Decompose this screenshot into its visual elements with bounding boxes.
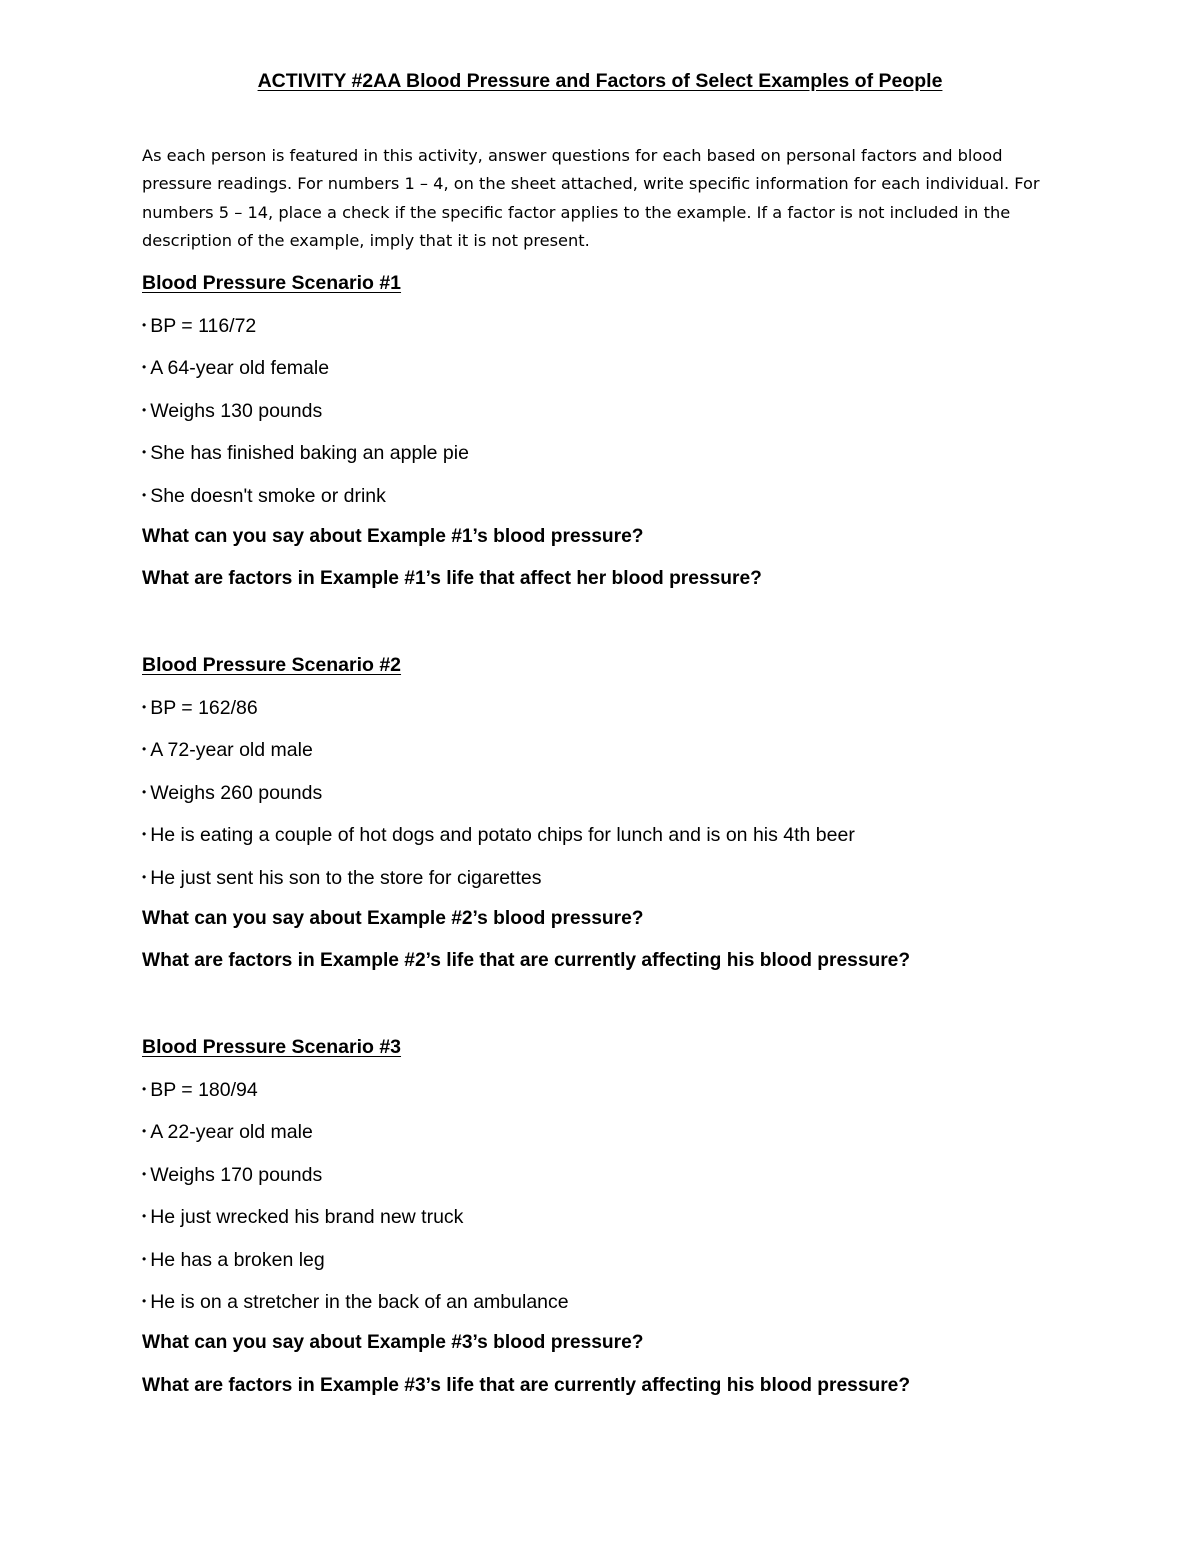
list-item xyxy=(142,397,1102,439)
fact-text: BP = 180/94 xyxy=(150,1079,258,1101)
fact-text: Weighs 170 pounds xyxy=(150,1163,323,1186)
scenario-heading: Blood Pressure Scenario #3 xyxy=(142,1036,402,1058)
fact-text: He is on a stretcher in the back of an ambulance xyxy=(150,1290,569,1313)
document-title: ACTIVITY #2AA Blood Pressure and Factors of Select Examples of People xyxy=(257,70,943,92)
bullet-icon: • xyxy=(142,1293,147,1308)
bullet-icon: • xyxy=(142,1251,147,1266)
list-item xyxy=(142,1246,1102,1288)
fact-text: He just sent his son to the store for cigarettes xyxy=(150,866,542,889)
fact-text: She doesn't smoke or drink xyxy=(150,484,386,507)
fact-text: She has finished baking an apple pie xyxy=(150,442,469,465)
instructions-paragraph: As each person is featured in this activity, answer questions for each based on personal factors and blood pressure readings. For numbers 1 – 4, on the sheet attached, write specific information for each individual. For numbers 5 – 14, place a check if the specific factor applies to the example. If a factor is not included in the description of the example, imply that it is not present. xyxy=(142,146,1040,250)
bullet-icon: • xyxy=(142,1209,147,1224)
question: What can you say about Example #3’s blood pressure? xyxy=(142,1332,644,1354)
question: What are factors in Example #2’s life that are currently affecting his blood pressure? xyxy=(142,950,911,972)
bullet-icon: • xyxy=(142,402,147,417)
question: What can you say about Example #2’s blood pressure? xyxy=(142,907,644,929)
question: What can you say about Example #1’s blood pressure? xyxy=(142,525,644,547)
question: What are factors in Example #3’s life that are currently affecting his blood pressure? xyxy=(142,1374,911,1396)
bullet-icon: • xyxy=(142,869,147,884)
scenario-heading: Blood Pressure Scenario #1 xyxy=(142,272,402,294)
list-item xyxy=(142,1161,1102,1203)
list-item xyxy=(142,1076,1102,1118)
list-item xyxy=(142,439,1102,481)
scenario-heading: Blood Pressure Scenario #2 xyxy=(142,654,402,676)
bullet-icon: • xyxy=(142,700,147,714)
fact-text: Weighs 260 pounds xyxy=(150,781,323,804)
bullet-icon: • xyxy=(142,1082,147,1096)
bullet-icon: • xyxy=(142,360,147,375)
scenario-2 xyxy=(142,652,1102,991)
list-item xyxy=(142,1203,1102,1245)
scenario-facts-list xyxy=(142,694,1102,906)
list-item xyxy=(142,821,1102,863)
bullet-icon: • xyxy=(142,742,147,757)
bullet-icon: • xyxy=(142,1124,147,1139)
list-item xyxy=(142,1118,1102,1160)
fact-text: Weighs 130 pounds xyxy=(150,399,323,422)
list-item xyxy=(142,1288,1102,1330)
fact-text: BP = 116/72 xyxy=(150,315,257,337)
fact-text: He is eating a couple of hot dogs and potato chips for lunch and is on his 4th beer xyxy=(150,824,855,847)
list-item xyxy=(142,736,1102,778)
fact-text: He has a broken leg xyxy=(150,1248,325,1271)
list-item xyxy=(142,694,1102,736)
bullet-icon: • xyxy=(142,827,147,842)
bullet-icon: • xyxy=(142,318,147,332)
bullet-icon: • xyxy=(142,445,147,460)
scenario-facts-list xyxy=(142,312,1102,524)
scenario-facts-list xyxy=(142,1076,1102,1330)
list-item xyxy=(142,779,1102,821)
fact-text: A 72-year old male xyxy=(150,739,313,762)
list-item xyxy=(142,312,1102,354)
bullet-icon: • xyxy=(142,784,147,799)
list-item xyxy=(142,482,1102,524)
fact-text: A 64-year old female xyxy=(150,357,330,380)
fact-text: BP = 162/86 xyxy=(150,697,258,719)
bullet-icon: • xyxy=(142,487,147,502)
fact-text: A 22-year old male xyxy=(150,1121,313,1144)
list-item xyxy=(142,864,1102,906)
bullet-icon: • xyxy=(142,1166,147,1181)
question: What are factors in Example #1’s life that affect her blood pressure? xyxy=(142,568,762,590)
fact-text: He just wrecked his brand new truck xyxy=(150,1206,464,1229)
list-item xyxy=(142,354,1102,396)
scenario-1 xyxy=(142,270,1102,609)
scenario-3 xyxy=(142,1034,1102,1415)
